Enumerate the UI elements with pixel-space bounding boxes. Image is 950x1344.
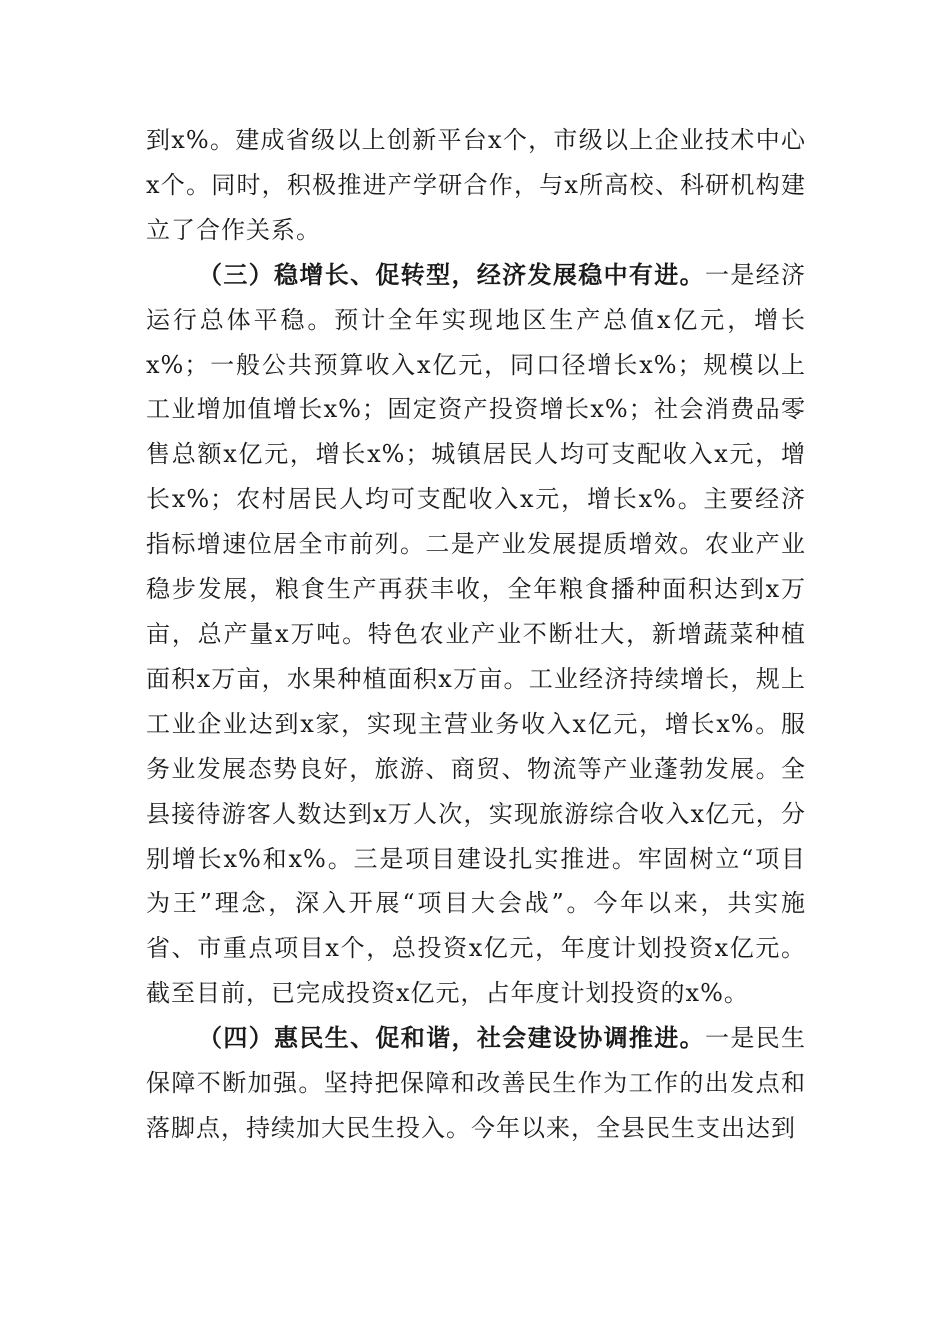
document-body (146, 118, 806, 1151)
paragraph-text: 一是民生保障不断加强。坚持把保障和改善民生作为工作的出发点和落脚点，持续加大民生投入。今年以来，全县民生支出达到 (146, 1024, 807, 1142)
paragraph-section-3 (146, 253, 806, 1016)
paragraph-text: 到x%。建成省级以上创新平台x个，市级以上企业技术中心x个。同时，积极推进产学研合作，与x所高校、科研机构建立了合作关系。 (146, 126, 806, 244)
paragraph-continuation (146, 118, 806, 253)
section-heading: （三）稳增长、促转型，经济发展稳中有进。 (198, 259, 705, 289)
paragraph-section-4 (146, 1016, 806, 1151)
section-heading: （四）惠民生、促和谐，社会建设协调推进。 (198, 1023, 705, 1053)
paragraph-text: 一是经济运行总体平稳。预计全年实现地区生产总值x亿元，增长x%；一般公共预算收入x亿元，同口径增长x%；规模以上工业增加值增长x%；固定资产投资增长x%；社会消费品零售总额x亿元，增长x%；城镇居民人均可支配收入x元，增长x%；农村居民人均可支配收入x元，增长x%。主要经济指标增速位居全市前列。二是产业发展提质增效。农业产业稳步发展，粮食生产再获丰收，全年粮食播种面积达到x万亩，总产量x万吨。特色农业产业不断壮大，新增蔬菜种植面积x万亩，水果种植面积x万亩。工业经济持续增长，规上工业企业达到x家，实现主营业务收入x亿元，增长x%。服务业发展态势良好，旅游、商贸、物流等产业蓬勃发展。全县接待游客人数达到x万人次，实现旅游综合收入x亿元，分别增长x%和x%。三是项目建设扎实推进。牢固树立“项目为王”理念，深入开展“项目大会战”。今年以来，共实施省、市重点项目x个，总投资x亿元，年度计划投资x亿元。截至目前，已完成投资x亿元，占年度计划投资的x%。 (146, 260, 807, 1008)
